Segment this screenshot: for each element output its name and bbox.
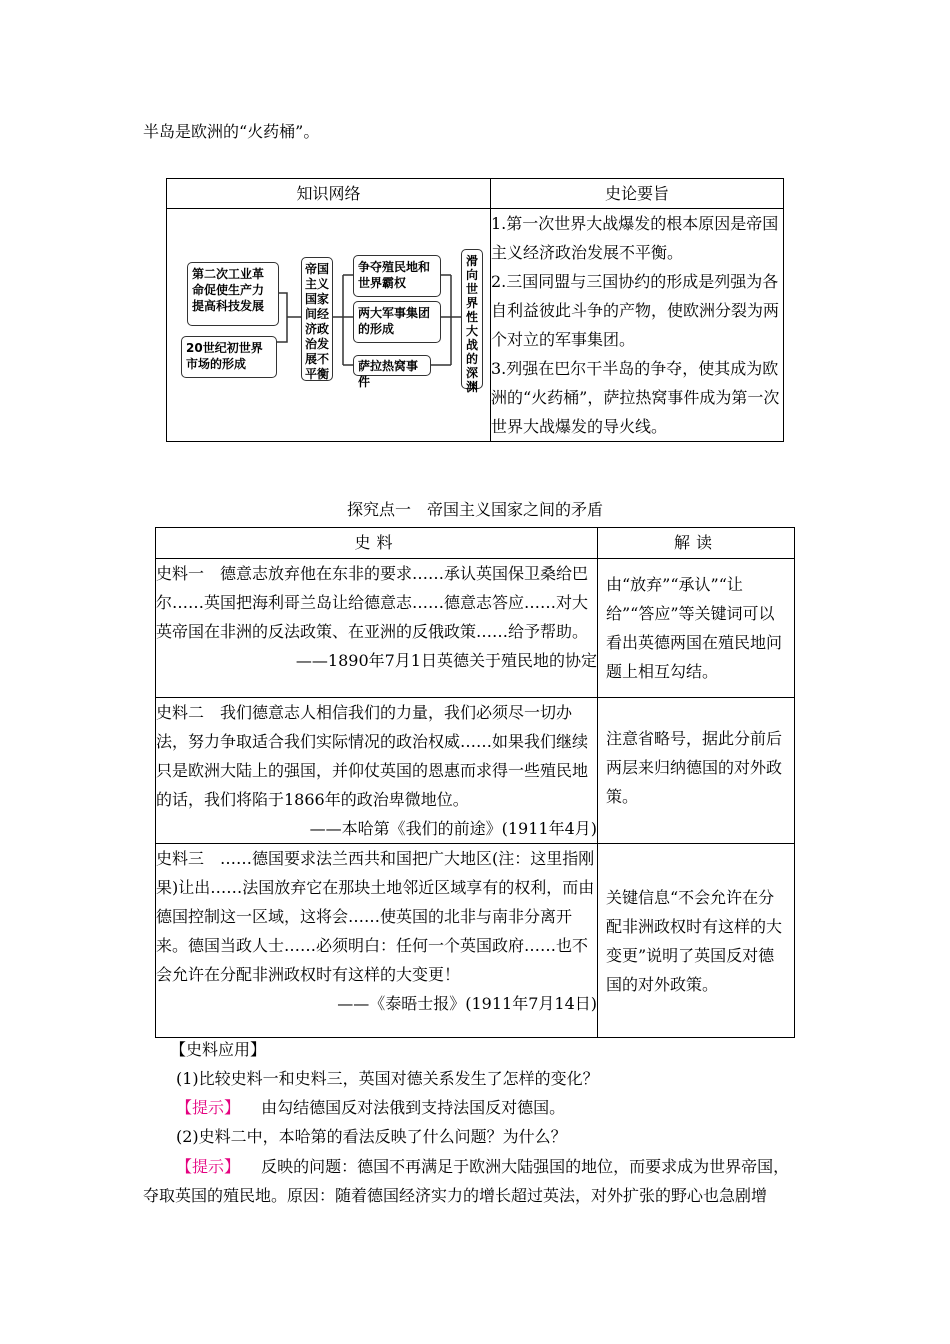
knowledge-table	[166, 178, 784, 442]
source-material-1	[156, 559, 598, 698]
answer-1-text: 由勾结德国反对法俄到支持法国反对德国。	[261, 1098, 566, 1117]
diagram-box-military-blocs: 两大军事集团的形成	[353, 301, 441, 343]
answer-2-line-2: 夺取英国的殖民地。原因：随着德国经济实力的增长超过英法，对外扩张的野心也急剧增	[143, 1186, 768, 1205]
answer-2-text: 反映的问题：德国不再满足于欧洲大陆强国的地位，而要求成为世界帝国，	[261, 1157, 790, 1176]
source-material-3-text: 史料三 ……德国要求法兰西共和国把广大地区(注：这里指刚果)让出……法国放弃它在那块土地邻近区域享有的权利，而由德国控制这一区域，这将会……使英国的北非与南非分离开来。德国当政人士……必须明白：任何一个英国政府……也不会允许在分配非洲政权时有这样的大变更！	[156, 849, 595, 984]
hint-label-2: 【提示】	[176, 1157, 241, 1176]
interpretation-3: 关键信息“不会允许在分配非洲政权时有这样的大变更”说明了英国反对德国的对外政策。	[606, 887, 783, 994]
source-material-3-source: ——《泰晤士报》(1911年7月14日)	[337, 994, 597, 1013]
intro-line: 半岛是欧洲的“火药桶”。	[143, 122, 320, 141]
source-header-right: 解读	[598, 528, 795, 559]
diagram-box-world-war: 滑向世界性大战的深渊	[461, 249, 483, 389]
answer-2-line-1	[176, 1153, 789, 1181]
knowledge-header-right: 史论要旨	[491, 179, 784, 209]
interpretation-2-cell	[598, 698, 795, 844]
knowledge-point-1: 1.第一次世界大战爆发的根本原因是帝国主义经济政治发展不平衡。	[491, 214, 779, 262]
source-header-left: 史料	[156, 528, 598, 559]
source-material-1-text: 史料一 德意志放弃他在东非的要求……承认英国保卫桑给巴尔……英国把海利哥兰岛让给德意志……德意志答应……对大英帝国在非洲的反法政策、在亚洲的反俄政策……给予帮助。	[156, 564, 589, 641]
knowledge-point-3: 3.列强在巴尔干半岛的争夺，使其成为欧洲的“火药桶”，萨拉热窝事件成为第一次世界大战爆发的导火线。	[491, 359, 780, 436]
source-material-2-source: ——本哈第《我们的前途》(1911年4月)	[309, 819, 597, 838]
diagram-box-colony-struggle: 争夺殖民地和世界霸权	[353, 255, 441, 297]
question-1: (1)比较史料一和史料三，英国对德关系发生了怎样的变化？	[176, 1069, 599, 1088]
interpretation-1: 由“放弃”“承认”“让给”“答应”等关键词可以看出英德两国在殖民地问题上相互勾结。	[606, 575, 783, 681]
diagram-box-sarajevo: 萨拉热窝事件	[353, 355, 431, 376]
source-material-2-text: 史料二 我们德意志人相信我们的力量，我们必须尽一切办法，努力争取适合我们实际情况的政治权威……如果我们继续只是欧洲大陆上的强国，并仰仗英国的恩惠而求得一些殖民地的话，我们将陷于1866年的政治卑微地位。	[156, 703, 589, 809]
knowledge-point-2: 2.三国同盟与三国协约的形成是列强为各自利益彼此斗争的产物，使欧洲分裂为两个对立的军事集团。	[491, 272, 780, 349]
interpretation-1-cell	[598, 559, 795, 698]
knowledge-points	[491, 209, 784, 442]
question-2: (2)史料二中，本哈第的看法反映了什么问题？为什么？	[176, 1127, 567, 1146]
source-material-2	[156, 698, 598, 844]
hint-label-1: 【提示】	[176, 1098, 241, 1117]
knowledge-diagram	[167, 209, 490, 431]
knowledge-header-left: 知识网络	[167, 179, 491, 209]
diagram-box-uneven-development: 帝国主义国家间经济政治发展不平衡	[301, 257, 333, 381]
interpretation-2: 注意省略号，据此分前后两层来归纳德国的对外政策。	[606, 728, 783, 806]
diagram-box-world-market: 20世纪初世界市场的形成	[181, 336, 277, 378]
diagram-box-industrial-revolution: 第二次工业革命促使生产力提高科技发展	[187, 262, 279, 326]
knowledge-diagram-cell	[167, 209, 491, 442]
application-heading: 【史料应用】	[170, 1040, 267, 1059]
interpretation-3-cell	[598, 844, 795, 1038]
source-material-1-source: ——1890年7月1日英德关于殖民地的协定	[295, 651, 597, 670]
section-title: 探究点一 帝国主义国家之间的矛盾	[346, 500, 603, 519]
source-material-3	[156, 844, 598, 1038]
answer-1	[176, 1094, 565, 1122]
source-table	[155, 527, 795, 1038]
